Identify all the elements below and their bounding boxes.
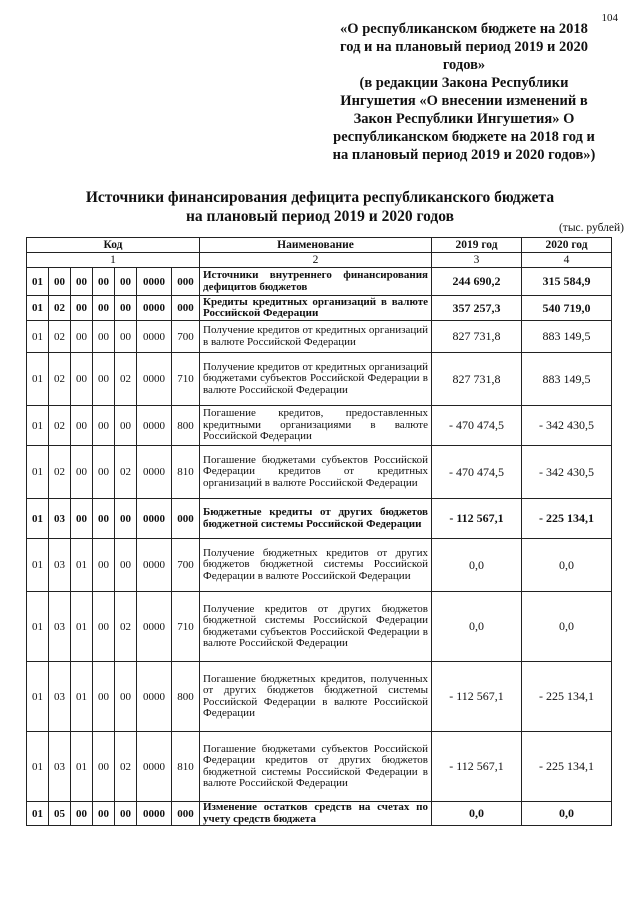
code-cell: 03 [49,662,71,732]
value-2019-cell: - 112 567,1 [432,662,522,732]
code-cell: 00 [115,321,137,353]
code-cell: 0000 [137,802,172,826]
title-line: Источники финансирования дефицита республиканского бюджета [85,189,555,206]
code-cell: 00 [93,446,115,499]
code-cell: 00 [93,662,115,732]
value-2019-cell: - 470 474,5 [432,446,522,499]
code-cell: 710 [172,353,200,406]
column-header-2020: 2020 год [522,238,612,253]
code-cell: 01 [27,802,49,826]
code-cell: 00 [71,499,93,539]
column-number: 1 [27,253,200,268]
value-2020-cell: - 225 134,1 [522,662,612,732]
code-cell: 0000 [137,296,172,321]
name-cell: Получение кредитов от других бюджетов бюджетной системы Российской Федерации бюджетами субъектов Российской Федерации в валюте Российской Федерации [200,592,432,662]
table-row [27,353,612,406]
value-2020-cell: - 342 430,5 [522,406,612,446]
code-cell: 00 [93,732,115,802]
code-cell: 01 [27,321,49,353]
name-cell: Получение кредитов от кредитных организаций бюджетами субъектов Российской Федерации в валюте Российской Федерации [200,353,432,406]
code-cell: 00 [71,802,93,826]
code-cell: 02 [115,592,137,662]
code-cell: 0000 [137,539,172,592]
name-cell: Источники внутреннего финансирования дефицитов бюджетов [200,268,432,296]
page-number: 104 [601,12,618,24]
code-cell: 02 [115,353,137,406]
table-row [27,732,612,802]
code-cell: 01 [27,539,49,592]
code-cell: 02 [49,296,71,321]
code-cell: 05 [49,802,71,826]
value-2020-cell: 0,0 [522,592,612,662]
column-header-code: Код [27,238,200,253]
code-cell: 00 [115,268,137,296]
name-cell: Погашение кредитов, предоставленных кредитными организациями в валюте Российской Федерации [200,406,432,446]
value-2020-cell: 315 584,9 [522,268,612,296]
code-cell: 0000 [137,353,172,406]
value-2019-cell: 0,0 [432,592,522,662]
code-cell: 0000 [137,268,172,296]
code-cell: 0000 [137,446,172,499]
name-cell: Погашение бюджетами субъектов Российской Федерации кредитов от кредитных организаций в валюте Российской Федерации [200,446,432,499]
value-2019-cell: 244 690,2 [432,268,522,296]
header-line: «О республиканском бюджете на 2018 [340,21,588,37]
law-reference-header [318,20,610,164]
code-cell: 800 [172,662,200,732]
table-row [27,662,612,732]
code-cell: 00 [93,802,115,826]
code-cell: 01 [27,406,49,446]
code-cell: 00 [93,592,115,662]
table-row [27,268,612,296]
name-cell: Погашение бюджетами субъектов Российской Федерации кредитов от других бюджетов бюджетной системы Российской Федерации в валюте Российской Федерации [200,732,432,802]
value-2019-cell: 0,0 [432,539,522,592]
code-cell: 00 [93,268,115,296]
code-cell: 00 [71,296,93,321]
value-2019-cell: 827 731,8 [432,321,522,353]
code-cell: 02 [49,321,71,353]
value-2019-cell: 357 257,3 [432,296,522,321]
code-cell: 00 [93,353,115,406]
column-number: 4 [522,253,612,268]
title-line: на плановый период 2019 и 2020 годов [186,208,454,225]
code-cell: 00 [93,296,115,321]
code-cell: 00 [71,321,93,353]
value-2020-cell: 883 149,5 [522,353,612,406]
code-cell: 00 [93,321,115,353]
name-cell: Кредиты кредитных организаций в валюте Российской Федерации [200,296,432,321]
code-cell: 01 [71,732,93,802]
code-cell: 700 [172,321,200,353]
value-2020-cell: - 225 134,1 [522,732,612,802]
table-row [27,446,612,499]
value-2019-cell: 827 731,8 [432,353,522,406]
code-cell: 01 [27,268,49,296]
header-line: Ингушетия «О внесении изменений в [340,93,588,109]
code-cell: 01 [27,662,49,732]
table-row [27,499,612,539]
code-cell: 00 [115,406,137,446]
document-title [40,188,600,226]
code-cell: 000 [172,268,200,296]
value-2020-cell: 0,0 [522,802,612,826]
code-cell: 03 [49,499,71,539]
value-2020-cell: 0,0 [522,539,612,592]
column-number-row [27,253,612,268]
header-line: республиканском бюджете на 2018 год и [333,129,595,145]
code-cell: 0000 [137,321,172,353]
code-cell: 00 [115,499,137,539]
code-cell: 0000 [137,406,172,446]
table-header-row [27,238,612,253]
code-cell: 00 [115,296,137,321]
table-row [27,321,612,353]
table-row [27,592,612,662]
name-cell: Получение бюджетных кредитов от других бюджетов бюджетной системы Российской Федерации в валюте Российской Федерации [200,539,432,592]
code-cell: 00 [71,446,93,499]
column-number: 3 [432,253,522,268]
code-cell: 810 [172,732,200,802]
code-cell: 00 [115,662,137,732]
name-cell: Бюджетные кредиты от других бюджетов бюджетной системы Российской Федерации [200,499,432,539]
code-cell: 01 [71,539,93,592]
code-cell: 01 [27,499,49,539]
code-cell: 0000 [137,592,172,662]
code-cell: 00 [71,406,93,446]
code-cell: 000 [172,499,200,539]
header-line: годов» [442,57,486,73]
value-2019-cell: - 112 567,1 [432,732,522,802]
table-row [27,539,612,592]
value-2020-cell: 540 719,0 [522,296,612,321]
header-line: год и на плановый период 2019 и 2020 [340,39,588,55]
table-row [27,802,612,826]
code-cell: 03 [49,539,71,592]
code-cell: 00 [115,539,137,592]
value-2019-cell: 0,0 [432,802,522,826]
code-cell: 03 [49,592,71,662]
column-header-2019: 2019 год [432,238,522,253]
code-cell: 000 [172,802,200,826]
code-cell: 800 [172,406,200,446]
name-cell: Изменение остатков средств на счетах по учету средств бюджета [200,802,432,826]
value-2019-cell: - 470 474,5 [432,406,522,446]
code-cell: 02 [49,446,71,499]
code-cell: 01 [27,446,49,499]
code-cell: 00 [71,353,93,406]
value-2020-cell: - 342 430,5 [522,446,612,499]
code-cell: 01 [27,592,49,662]
code-cell: 810 [172,446,200,499]
code-cell: 710 [172,592,200,662]
table-row [27,296,612,321]
code-cell: 00 [49,268,71,296]
code-cell: 00 [93,499,115,539]
code-cell: 01 [27,296,49,321]
code-cell: 000 [172,296,200,321]
header-line: (в редакции Закона Республики [359,75,569,91]
value-2020-cell: 883 149,5 [522,321,612,353]
value-2019-cell: - 112 567,1 [432,499,522,539]
code-cell: 00 [115,802,137,826]
code-cell: 03 [49,732,71,802]
code-cell: 00 [93,406,115,446]
code-cell: 02 [115,732,137,802]
column-header-name: Наименование [200,238,432,253]
code-cell: 00 [93,539,115,592]
table-row [27,406,612,446]
code-cell: 02 [49,406,71,446]
code-cell: 0000 [137,732,172,802]
name-cell: Погашение бюджетных кредитов, полученных от других бюджетов бюджетной системы Российской Федерации в валюте Российской Федерации [200,662,432,732]
code-cell: 01 [71,592,93,662]
financing-sources-table [26,237,612,826]
code-cell: 0000 [137,662,172,732]
header-line: на плановый период 2019 и 2020 годов») [332,147,596,163]
code-cell: 700 [172,539,200,592]
code-cell: 01 [27,732,49,802]
code-cell: 01 [71,662,93,732]
code-cell: 0000 [137,499,172,539]
code-cell: 02 [49,353,71,406]
code-cell: 01 [27,353,49,406]
code-cell: 02 [115,446,137,499]
value-2020-cell: - 225 134,1 [522,499,612,539]
units-label: (тыс. рублей) [558,222,624,234]
header-line: Закон Республики Ингушетия» О [353,111,575,127]
code-cell: 00 [71,268,93,296]
column-number: 2 [200,253,432,268]
name-cell: Получение кредитов от кредитных организаций в валюте Российской Федерации [200,321,432,353]
